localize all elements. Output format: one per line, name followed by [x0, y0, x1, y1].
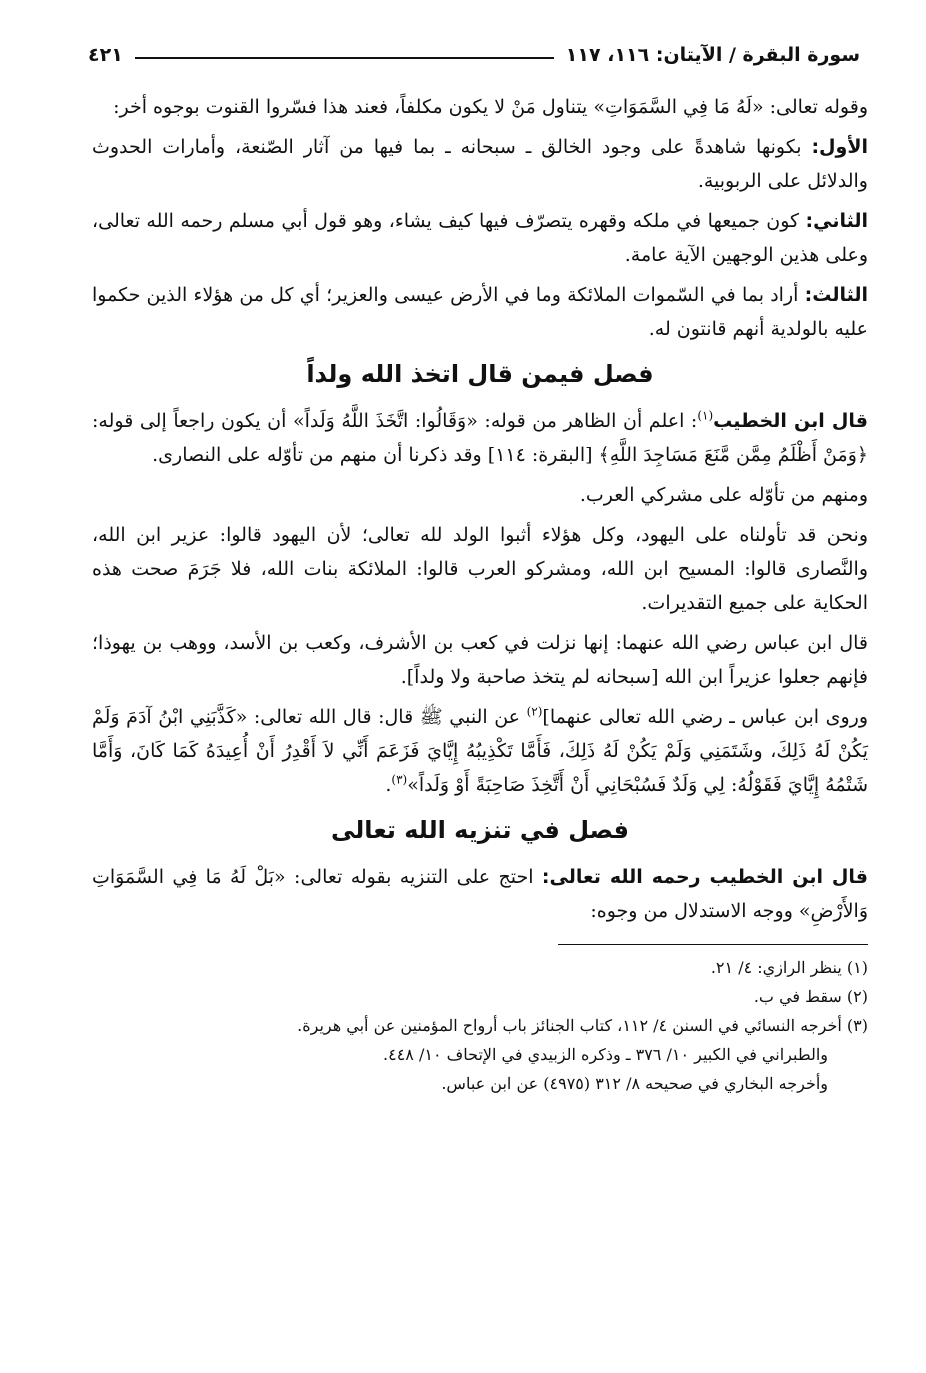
paragraph [92, 700, 868, 802]
footnote: (١) ينظر الرازي: ٤/ ٢١. [710, 958, 868, 977]
section-heading: فصل في تنزيه الله تعالى [331, 816, 629, 844]
paragraph-text: بكونها شاهدةً على وجود الخالق ـ سبحانه ـ بما فيها من آثار الصّنعة، وأمارات الحدوث والدلائل على الربوبية. [92, 136, 868, 192]
running-title: سورة البقرة / الآيتان: ١١٦، ١١٧ [565, 44, 860, 66]
footnote-marker: (١) [697, 408, 714, 423]
footnote-continuation: وأخرجه البخاري في صحيحه ٨/ ٣١٢ (٤٩٧٥) عن ابن عباس. [441, 1074, 828, 1093]
paragraph-text: أراد بما في السّموات الملائكة وما في الأرض عيسى والعزير؛ أي كل من هؤلاء الذين حكموا عليه بالولدية أنهم قانتون له. [92, 284, 868, 340]
paragraph-lead: الأول: [811, 136, 868, 158]
paragraph: ومنهم من تأوّله على مشركي العرب. [579, 484, 868, 506]
footnote: (٢) سقط في ب. [753, 987, 868, 1006]
paragraph: ونحن قد تأولناه على اليهود، وكل هؤلاء أثبوا الولد لله تعالى؛ لأن اليهود قالوا: عزير ابن الله، والنَّصارى قالوا: المسيح ابن الله، ومشركو العرب قالوا: الملائكة بنات الله، فلا جَرَمَ صحت هذه الحكاية على جميع التقديرات. [92, 524, 868, 614]
footnote-continuation: والطبراني في الكبير ١٠/ ٣٧٦ ـ وذكره الزبيدي في الإتحاف ١٠/ ٤٤٨. [383, 1045, 828, 1064]
section-heading: فصل فيمن قال اتخذ الله ولداً [306, 360, 654, 388]
paragraph [92, 204, 868, 272]
paragraph [92, 860, 868, 928]
page-number: ٤٢١ [88, 44, 123, 66]
paragraph-text: وروى ابن عباس ـ رضي الله تعالى عنهما] [542, 706, 868, 728]
paragraph-lead: الثالث: [804, 284, 868, 306]
paragraph-lead: الثاني: [805, 210, 868, 232]
footnote-marker: (٣) [391, 772, 408, 787]
paragraph [92, 404, 868, 472]
paragraph: وقوله تعالى: «لَهُ مَا فِي السَّمَوَاتِ» يتناول مَنْ لا يكون مكلفاً، فعند هذا فسّروا القنوت بوجوه أخر: [113, 96, 868, 118]
footnote-separator [558, 944, 868, 945]
paragraph [92, 278, 868, 346]
paragraph: قال ابن عباس رضي الله عنهما: إنها نزلت في كعب بن الأشرف، وكعب بن الأسد، ووهب بن يهوذا؛ فإنهم جعلوا عزيراً ابن الله [سبحانه لم يتخذ صاحبة ولا ولداً]. [92, 632, 868, 688]
header-rule [135, 57, 554, 59]
paragraph-lead: قال ابن الخطيب [713, 410, 868, 432]
paragraph-text: . [385, 774, 392, 796]
paragraph-text: احتج على التنزيه بقوله تعالى: «بَلْ لَهُ مَا فِي السَّمَوَاتِ وَالأَرْضِ» ووجه الاستدلال من وجوه: [92, 866, 868, 922]
paragraph-text: كون جميعها في ملكه وقهره يتصرّف فيها كيف يشاء، وهو قول أبي مسلم رحمه الله تعالى، وعلى هذين الوجهين الآية عامة. [92, 210, 868, 266]
footnote: (٣) أخرجه النسائي في السنن ٤/ ١١٢، كتاب الجنائز باب أرواح المؤمنين عن أبي هريرة. [297, 1016, 868, 1035]
paragraph-text: : اعلم أن الظاهر من قوله: «وَقَالُوا: اتَّخَذَ اللَّهُ وَلَداً» أن يكون راجعاً إلى قوله: ﴿وَمَنْ أَظْلَمُ مِمَّن مَّنَعَ مَسَاجِدَ اللَّهِ﴾ [البقرة: ١١٤] وقد ذكرنا أن منهم من تأوّله على النصارى. [92, 410, 868, 466]
footnotes [92, 953, 868, 1098]
main-text [92, 90, 868, 1098]
footnote-marker: (٢) [526, 704, 543, 719]
paragraph [92, 130, 868, 198]
page-header [88, 26, 860, 66]
paragraph-text: عن النبي ﷺ قال: قال الله تعالى: «كَذَّبَنِي ابْنُ آدَمَ وَلَمْ يَكُنْ لَهُ ذَلِكَ، وشَتَمَنِي وَلَمْ يَكُنْ لَهُ ذَلِكَ، فَأَمَّا تَكْذِيبُهُ إِيَّايَ فَزَعَمَ أَنِّي لاَ أَقْدِرُ أَنْ أُعِيدَهُ كَمَا كَانَ، وَأَمَّا شَتْمُهُ إِيَّايَ فَقَوْلُهُ: لِي وَلَدٌ فَسُبْحَانِي أَنْ أَتَّخِذَ صَاحِبَةً أَوْ وَلَداً» [92, 706, 868, 796]
paragraph-lead: قال ابن الخطيب رحمه الله تعالى: [541, 866, 868, 888]
